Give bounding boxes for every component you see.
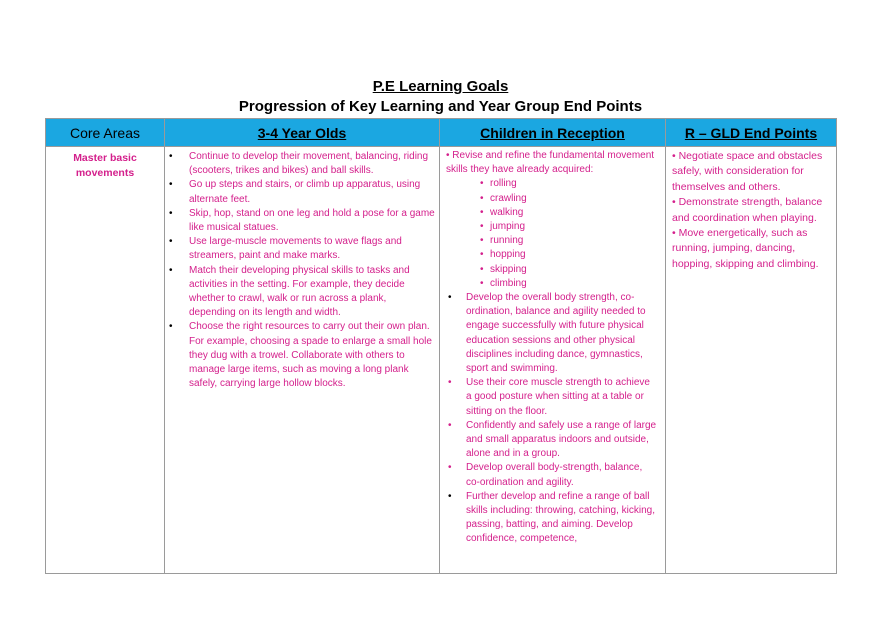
list-item: • Develop the overall body strength, co-ordination, balance and agility needed to engage successfully with future physical education sessions and other physical disciplines including dance, gymnastics, sport and swimming. — [466, 291, 657, 376]
table-header-row — [46, 119, 837, 147]
list-item: • Negotiate space and obstacles safely, with consideration for themselves and others. — [672, 150, 823, 193]
list-item: • Further develop and refine a range of ball skills including: throwing, catching, kicking, passing, batting, and aiming. Develop confidence, competence, — [466, 490, 657, 547]
reception-cell — [440, 147, 666, 574]
header-core-areas: Core Areas — [46, 119, 165, 147]
reception-list — [446, 291, 661, 547]
header-children-in-reception: Children in Reception — [440, 119, 666, 147]
list-item: • Choose the right resources to carry out their own plan. For example, choosing a spade to enlarge a small hole they dug with a trowel. Collaborate with others to manage large items, such as moving a long plank safely, carrying large hollow blocks. — [189, 320, 435, 391]
list-item: • Use their core muscle strength to achieve a good posture when sitting at a table or sitting on the floor. — [466, 376, 657, 419]
list-item: • rolling — [490, 177, 661, 191]
list-item: • Use large-muscle movements to wave flags and streamers, paint and make marks. — [189, 235, 435, 263]
list-item: • running — [490, 234, 661, 248]
list-item: • Demonstrate strength, balance and coordination when playing. — [672, 196, 823, 224]
learning-goals-table — [45, 118, 837, 574]
page-title: P.E Learning Goals — [372, 78, 509, 95]
list-item: • hopping — [490, 248, 661, 262]
list-item: • Continue to develop their movement, balancing, riding (scooters, trikes and bikes) and ball skills. — [189, 150, 435, 178]
list-item: • climbing — [490, 277, 661, 291]
table-row — [46, 147, 837, 574]
list-item: • crawling — [490, 192, 661, 206]
list-item: • Go up steps and stairs, or climb up apparatus, using alternate feet. — [189, 178, 435, 206]
reception-intro: • Revise and refine the fundamental movement skills they have already acquired: — [446, 150, 655, 176]
list-item: • Move energetically, such as running, jumping, dancing, hopping, skipping and climbing. — [672, 227, 819, 270]
list-item: • walking — [490, 206, 661, 220]
list-item: • Develop overall body-strength, balance, co-ordination and agility. — [466, 461, 657, 489]
core-area-cell — [46, 147, 165, 574]
year34-list — [165, 150, 439, 391]
gld-cell — [666, 147, 837, 574]
year34-cell — [165, 147, 440, 574]
page-subtitle: Progression of Key Learning and Year Group End Points — [238, 98, 643, 115]
header-gld-end-points: R – GLD End Points — [666, 119, 837, 147]
list-item: • skipping — [490, 263, 661, 277]
gld-list — [666, 147, 836, 272]
list-item: • jumping — [490, 220, 661, 234]
reception-skills-list — [446, 177, 661, 291]
header-3-4-year-olds: 3-4 Year Olds — [165, 119, 440, 147]
core-area-label: Master basic movements — [73, 152, 137, 179]
list-item: • Skip, hop, stand on one leg and hold a pose for a game like musical statues. — [189, 207, 435, 235]
list-item: • Confidently and safely use a range of large and small apparatus indoors and outside, alone and in a group. — [466, 419, 657, 462]
list-item: • Match their developing physical skills to tasks and activities in the setting. For example, they decide whether to crawl, walk or run across a plank, depending on its length and width. — [189, 264, 435, 321]
